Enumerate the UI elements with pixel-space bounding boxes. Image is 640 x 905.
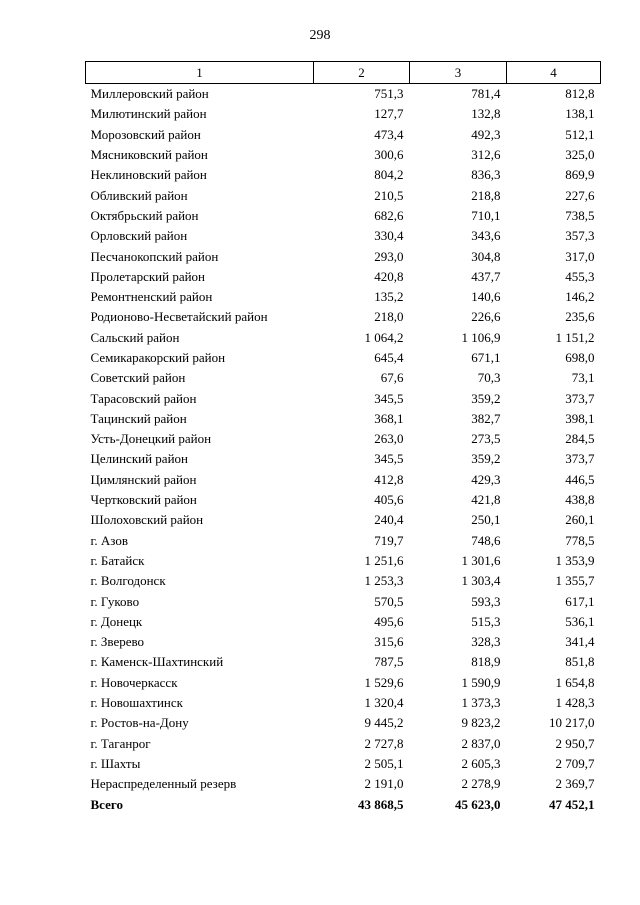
- row-value-col4: 325,0: [565, 147, 595, 163]
- row-name-cell: г. Донецк: [90, 613, 143, 629]
- row-value-col2: 135,2: [374, 289, 404, 305]
- row-value-col4: 260,1: [565, 512, 595, 528]
- row-value-col3: 1 373,3: [461, 695, 501, 711]
- row-value-col2: 1 529,6: [364, 674, 404, 690]
- row-value-col3: 781,4: [471, 86, 501, 102]
- row-value-col4: 778,5: [565, 532, 595, 548]
- row-value-col2: 263,0: [374, 431, 404, 447]
- row-name-cell: г. Шахты: [90, 755, 141, 771]
- table-row: [86, 551, 601, 571]
- row-value-col2: 9 445,2: [364, 715, 404, 731]
- row-name-cell: Мясниковский район: [90, 147, 208, 163]
- row-value-col2: 2 191,0: [364, 776, 404, 792]
- row-name-cell: г. Новочеркасск: [90, 674, 178, 690]
- row-value-col3: 382,7: [471, 410, 501, 426]
- table-row: [86, 429, 601, 449]
- row-value-col3: 671,1: [471, 350, 501, 365]
- row-value-col2: 682,6: [374, 207, 404, 223]
- row-value-col4: 438,8: [565, 492, 595, 508]
- row-value-col4: 1 654,8: [555, 674, 595, 690]
- header-row: [86, 62, 601, 84]
- row-value-col4: 357,3: [565, 228, 595, 244]
- table-row: [86, 673, 601, 693]
- row-value-col4: 1 355,7: [555, 573, 595, 589]
- row-value-col4: 10 217,0: [549, 715, 595, 731]
- row-name-cell: г. Зверево: [90, 634, 145, 650]
- row-value-col3: 343,6: [471, 228, 501, 244]
- row-value-col2: 1 251,6: [364, 552, 404, 568]
- row-value-col2: 719,7: [374, 532, 404, 548]
- row-value-col4: 2 950,7: [555, 735, 595, 751]
- row-value-col4: 617,1: [565, 593, 595, 609]
- table-row: [86, 328, 601, 348]
- row-value-col2: 210,5: [374, 187, 404, 203]
- row-value-col2: 300,6: [374, 147, 404, 163]
- row-value-col4: 146,2: [565, 289, 595, 305]
- row-value-col2: 330,4: [374, 228, 404, 244]
- table-row: [86, 490, 601, 510]
- row-name-cell: Октябрьский район: [90, 207, 199, 223]
- table-row: [86, 632, 601, 652]
- row-value-col3: 1 301,6: [461, 552, 501, 568]
- table-row: [86, 388, 601, 408]
- row-name-cell: Тацинский район: [90, 410, 187, 426]
- row-value-col2: 787,5: [374, 654, 404, 670]
- row-name-cell: г. Азов: [90, 532, 128, 548]
- row-value-col3: 359,2: [471, 451, 501, 467]
- row-value-col4: 738,5: [565, 207, 595, 223]
- row-value-col3: 593,3: [471, 593, 501, 609]
- column-header-2: 2: [314, 62, 410, 84]
- row-value-col4: 1 151,2: [555, 329, 595, 345]
- row-name-cell: Родионово-Несветайский район: [90, 309, 268, 325]
- total-value-col2: 43 868,5: [358, 796, 404, 812]
- row-name-cell: Чертковский район: [90, 492, 197, 508]
- row-name-cell: г. Гуково: [90, 593, 140, 609]
- row-value-col3: 515,3: [471, 613, 501, 629]
- row-value-col4: 2 369,7: [555, 776, 595, 792]
- row-name-cell: Морозовский район: [90, 126, 201, 142]
- table-row: [86, 713, 601, 733]
- row-value-col3: 1 303,4: [461, 573, 501, 589]
- row-name-cell: Обливский район: [90, 187, 188, 203]
- row-value-col3: 1 106,9: [461, 329, 501, 345]
- total-label: Всего: [90, 796, 123, 812]
- row-value-col2: 315,6: [374, 634, 404, 650]
- row-value-col3: 437,7: [471, 268, 501, 284]
- row-name-cell: г. Новошахтинск: [90, 695, 183, 711]
- row-value-col2: 345,5: [374, 451, 404, 467]
- row-value-col3: 818,9: [471, 654, 501, 670]
- row-name-cell: Нераспределенный резерв: [90, 776, 237, 792]
- row-value-col3: 304,8: [471, 248, 501, 264]
- row-name-cell: Миллеровский район: [90, 86, 209, 102]
- table-row: [86, 652, 601, 672]
- table-row: [86, 571, 601, 591]
- row-value-col3: 328,3: [471, 634, 501, 650]
- row-value-col3: 429,3: [471, 471, 501, 487]
- row-value-col3: 9 823,2: [461, 715, 501, 731]
- row-value-col3: 492,3: [471, 126, 501, 142]
- row-name-cell: Тарасовский район: [90, 390, 197, 406]
- row-value-col4: 512,1: [565, 126, 595, 142]
- table-body: [86, 84, 601, 815]
- table-row: [86, 145, 601, 165]
- row-value-col2: 2 505,1: [364, 755, 404, 771]
- row-value-col4: 227,6: [565, 187, 595, 203]
- row-value-col2: 127,7: [374, 106, 404, 122]
- row-value-col3: 1 590,9: [461, 674, 501, 690]
- row-value-col4: 235,6: [565, 309, 595, 325]
- row-value-col4: 2 709,7: [555, 755, 595, 771]
- table-row: [86, 612, 601, 632]
- row-name-cell: Орловский район: [90, 228, 188, 244]
- row-value-col2: 345,5: [374, 390, 404, 406]
- row-value-col2: 645,4: [374, 350, 404, 365]
- row-value-col2: 1 253,3: [364, 573, 404, 589]
- total-row: [86, 794, 601, 814]
- row-value-col4: 373,7: [565, 451, 595, 467]
- table-row: [86, 348, 601, 368]
- table-row: [86, 287, 601, 307]
- row-name-cell: Милютинский район: [90, 106, 207, 122]
- table-row: [86, 754, 601, 774]
- row-value-col4: 536,1: [565, 613, 595, 629]
- row-value-col3: 218,8: [471, 187, 501, 203]
- row-value-col3: 140,6: [471, 289, 501, 305]
- column-header-3: 3: [410, 62, 507, 84]
- column-header-1: 1: [86, 62, 314, 84]
- row-value-col3: 70,3: [477, 370, 501, 386]
- row-value-col3: 2 837,0: [461, 735, 501, 751]
- row-name-cell: г. Каменск-Шахтинский: [90, 654, 224, 670]
- row-value-col3: 710,1: [471, 207, 501, 223]
- table-row: [86, 734, 601, 754]
- row-value-col4: 138,1: [565, 106, 595, 122]
- row-value-col4: 851,8: [565, 654, 595, 670]
- total-value-col4: 47 452,1: [549, 796, 595, 812]
- row-value-col3: 836,3: [471, 167, 501, 183]
- row-name-cell: Цимлянский район: [90, 471, 197, 487]
- table-row: [86, 368, 601, 388]
- row-value-col2: 751,3: [374, 86, 404, 102]
- row-value-col2: 804,2: [374, 167, 404, 183]
- row-name-cell: г. Волгодонск: [90, 573, 166, 589]
- table-row: [86, 591, 601, 611]
- row-name-cell: г. Таганрог: [90, 735, 151, 751]
- row-value-col2: 67,6: [380, 370, 404, 386]
- table-row: [86, 510, 601, 530]
- row-value-col4: 341,4: [565, 634, 595, 650]
- table-row: [86, 185, 601, 205]
- row-value-col2: 473,4: [374, 126, 404, 142]
- row-value-col3: 748,6: [471, 532, 501, 548]
- page-number: 298: [309, 28, 331, 43]
- column-header-4: 4: [507, 62, 601, 84]
- table-header: [86, 62, 601, 84]
- row-value-col4: 284,5: [565, 431, 595, 447]
- row-value-col4: 869,9: [565, 167, 595, 183]
- row-value-col4: 398,1: [565, 410, 595, 426]
- row-value-col2: 2 727,8: [364, 735, 404, 751]
- row-name-cell: Неклиновский район: [90, 167, 207, 183]
- row-value-col3: 359,2: [471, 390, 501, 406]
- row-value-col4: 373,7: [565, 390, 595, 406]
- table-row: [86, 226, 601, 246]
- budget-table: [85, 61, 601, 815]
- row-value-col4: 812,8: [565, 86, 595, 102]
- row-value-col2: 495,6: [374, 613, 404, 629]
- row-name-cell: Семикаракорский район: [90, 350, 226, 365]
- table-row: [86, 125, 601, 145]
- row-value-col4: 317,0: [565, 248, 595, 264]
- row-name-cell: Пролетарский район: [90, 268, 206, 284]
- row-name-cell: Ремонтненский район: [90, 289, 213, 305]
- row-value-col2: 1 320,4: [364, 695, 404, 711]
- table-row: [86, 165, 601, 185]
- row-value-col4: 73,1: [571, 370, 595, 386]
- row-value-col4: 1 353,9: [555, 552, 595, 568]
- row-name-cell: Целинский район: [90, 451, 188, 467]
- total-value-col3: 45 623,0: [455, 796, 501, 812]
- row-value-col3: 2 605,3: [461, 755, 501, 771]
- row-value-col3: 250,1: [471, 512, 501, 528]
- table-row: [86, 531, 601, 551]
- row-value-col4: 455,3: [565, 268, 595, 284]
- row-name-cell: Шолоховский район: [90, 512, 204, 528]
- row-value-col3: 132,8: [471, 106, 501, 122]
- row-value-col2: 412,8: [374, 471, 404, 487]
- row-value-col2: 240,4: [374, 512, 404, 528]
- row-name-cell: г. Ростов-на-Дону: [90, 715, 189, 731]
- table-row: [86, 104, 601, 124]
- row-value-col2: 218,0: [374, 309, 404, 325]
- table-row: [86, 449, 601, 469]
- row-value-col3: 421,8: [471, 492, 501, 508]
- table-row: [86, 246, 601, 266]
- table-row: [86, 409, 601, 429]
- row-value-col3: 2 278,9: [461, 776, 501, 792]
- row-name-cell: Сальский район: [90, 329, 180, 345]
- table-row: [86, 307, 601, 327]
- row-value-col2: 420,8: [374, 268, 404, 284]
- table-row: [86, 206, 601, 226]
- table-row: [86, 84, 601, 105]
- table-row: [86, 470, 601, 490]
- table-row: [86, 693, 601, 713]
- row-value-col4: 446,5: [565, 471, 595, 487]
- row-value-col4: 698,0: [565, 350, 595, 365]
- row-value-col2: 368,1: [374, 410, 404, 426]
- row-name-cell: Усть-Донецкий район: [90, 431, 212, 447]
- row-value-col4: 1 428,3: [555, 695, 595, 711]
- table-row: [86, 774, 601, 794]
- row-name-cell: г. Батайск: [90, 552, 145, 568]
- row-value-col3: 312,6: [471, 147, 501, 163]
- row-value-col2: 1 064,2: [364, 329, 404, 345]
- row-value-col2: 405,6: [374, 492, 404, 508]
- table-row: [86, 267, 601, 287]
- row-name-cell: Советский район: [90, 370, 186, 386]
- row-value-col3: 273,5: [471, 431, 501, 447]
- row-value-col2: 570,5: [374, 593, 404, 609]
- row-value-col2: 293,0: [374, 248, 404, 264]
- row-value-col3: 226,6: [471, 309, 501, 325]
- row-name-cell: Песчанокопский район: [90, 248, 219, 264]
